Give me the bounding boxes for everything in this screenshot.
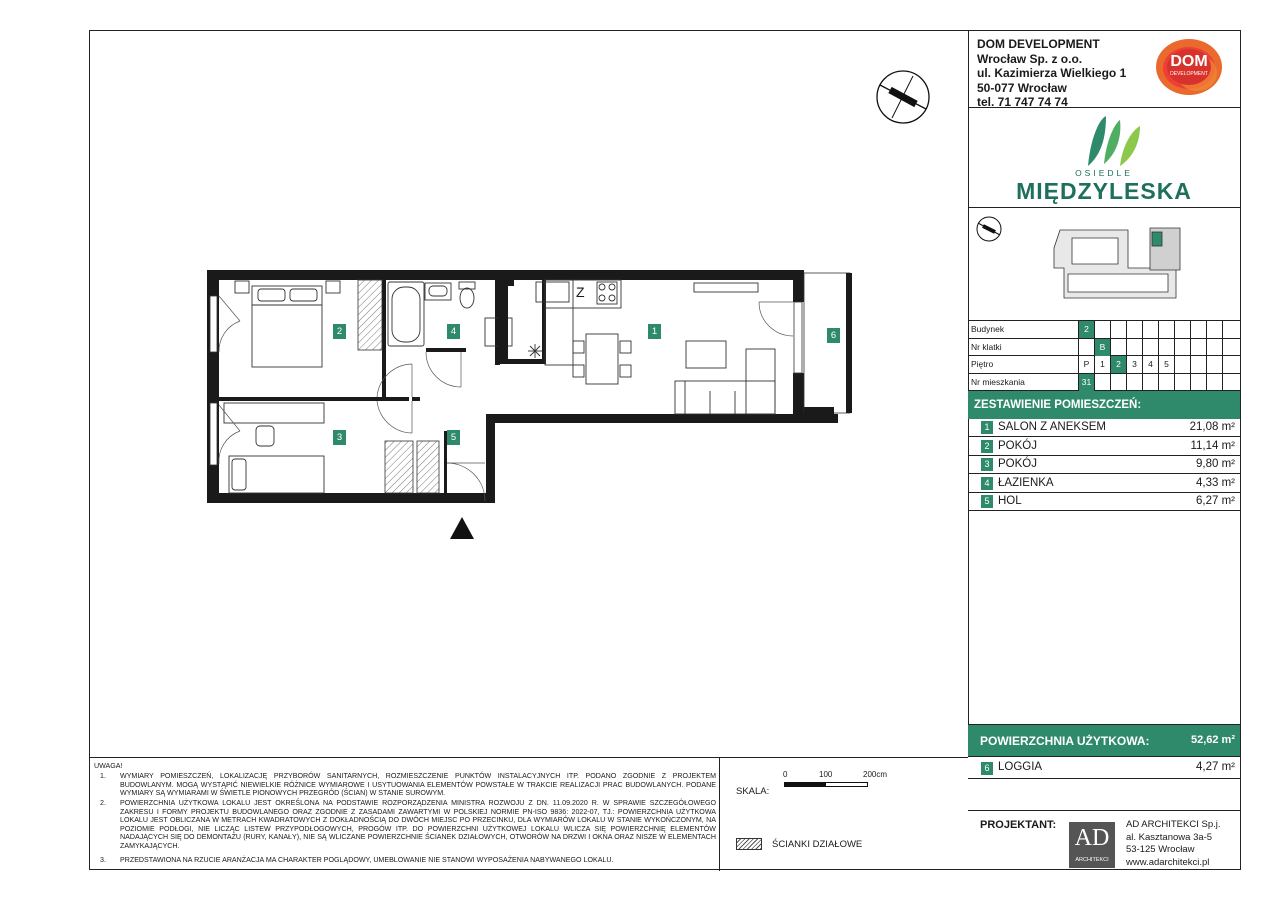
partition-hatch-swatch [736, 838, 762, 850]
unit-info-cell [1206, 321, 1222, 338]
single-bed-icon [224, 403, 324, 493]
ad-architekci-logo [1069, 822, 1115, 868]
dom-logo-text: DOM [1170, 53, 1208, 70]
unit-info-cell [1094, 374, 1110, 391]
washbasin-icon [425, 283, 451, 300]
unit-info-cell [1222, 339, 1238, 356]
sheet [89, 30, 1241, 870]
loggia-area: 4,27 m² [1196, 761, 1235, 773]
room-number: 4 [981, 477, 993, 490]
notes-title: UWAGA! [94, 762, 123, 770]
unit-info-label: Nr mieszkania [971, 376, 1025, 387]
loggia-num: 6 [981, 762, 993, 775]
bathtub-icon [388, 282, 424, 346]
usable-area [968, 725, 1240, 757]
loggia-row [968, 757, 1240, 779]
unit-info-cell: P [1078, 356, 1094, 373]
designer-name: AD ARCHITEKCI Sp.j. [1126, 819, 1221, 830]
plan-room-label-4: 4 [447, 324, 460, 339]
unit-info-cell: 3 [1126, 356, 1142, 373]
unit-info-grid [968, 321, 1240, 391]
unit-info-cell [1190, 339, 1206, 356]
unit-info-cell [1222, 321, 1238, 338]
designer-block [968, 811, 1240, 871]
unit-info-cell [1142, 374, 1158, 391]
unit-info-cell [1094, 321, 1110, 338]
partition-walls [358, 280, 439, 493]
unit-info-cell [1142, 339, 1158, 356]
unit-info-cell: 4 [1142, 356, 1158, 373]
company-name: DOM DEVELOPMENT [977, 37, 1100, 51]
unit-info-cell: 1 [1094, 356, 1110, 373]
interior-walls [219, 280, 546, 493]
unit-info-cell [1174, 321, 1190, 338]
room-name: HOL [998, 495, 1022, 507]
toilet-icon [459, 282, 475, 308]
plan-room-label-6: 6 [827, 328, 840, 343]
designer-street: al. Kasztanowa 3a-5 [1126, 831, 1213, 843]
scale-tick-100: 100 [819, 770, 833, 779]
unit-info-cell: 2 [1078, 321, 1094, 338]
unit-info-cell [1222, 374, 1238, 391]
tv-cabinet-icon [694, 283, 758, 292]
room-number: 3 [981, 458, 993, 471]
room-area: 4,33 m² [1196, 476, 1235, 489]
unit-info-cell [1174, 356, 1190, 373]
unit-info-cell [1126, 374, 1142, 391]
ad-logo-text: AD [1074, 825, 1110, 851]
estate-small-text: OSIEDLE [1075, 168, 1133, 178]
company-phone: tel. 71 747 74 74 [977, 95, 1068, 109]
unit-info-cell [1190, 321, 1206, 338]
unit-info-cell: 2 [1110, 356, 1126, 373]
unit-info-cell: B [1094, 339, 1110, 356]
unit-info-cell [1206, 356, 1222, 373]
room-name: POKÓJ [998, 458, 1037, 470]
usable-area-label: POWIERZCHNIA UŻYTKOWA: [980, 734, 1150, 748]
company-street: ul. Kazimierza Wielkiego 1 [977, 66, 1127, 80]
loggia [804, 273, 852, 415]
scale-label: SKALA: [736, 786, 770, 797]
plan-room-label-5: 5 [447, 430, 460, 445]
notes-block: UWAGA! 1. WYMIARY POMIESZCZEŃ, LOKALIZACJĘ PRZYBORÓW SANITARNYCH, ROZMIESZCZENIE PUNKTÓW INSTALACYJNYCH ITP. PODANO ZGODNIE Z PROJEKTEM BUDOWLANYM. MOGĄ WYSTĄPIĆ NIEWIELKIE RÓŻNICE WYMIAROWE I USYTUOWANIA ELEMENTÓW POWSTAŁE W TRAKCIE REALIZACJI PRAC BUDOWLANYCH. PODANE WYMIARY SĄ WYMIARAMI W ŚWIETLE PIONOWYCH PRZEGRÓD (ŚCIAN) W STANIE SUROWYM. 2. POWIERZCHNIA UŻYTKOWA LOKALU JEST OKREŚLONA NA PODSTAWIE ROZPORZĄDZENIA MINISTRA ROZWOJU Z DN. 11.09.2020 R. W SPRAWIE SZCZEGÓŁOWEGO ZAKRESU I FORMY PROJEKTU BUDOWLANEGO ORAZ ZGODNIE Z ZASADAMI ZAWARTYMI W POLSKIEJ NORMIE PN-ISO 9836: 2022-07, TJ.: POWIERZCHNIA UŻYTKOWA LOKALU JEST OBLICZANA W METRACH KWADRATOWYCH Z DOKŁADNOŚCIĄ DO DWÓCH MIEJSC PO PRZECINKU, DLA WYMIARÓW LOKALU W STANIE WYKOŃCZONYM, NA POZIOMIE PODŁOGI, NIE LICZĄC LISTEW PRZYPODŁOGOWYCH, PROGÓW ITP. DO POWIERZCHNI UŻYTKOWEJ LOKALU WLICZA SIĘ POWIERZCHNIĘ ELEMENTÓW NADAJĄCYCH SIĘ DO DEMONTAŻU (RURY, KANAŁY), NIE SĄ WLICZANE POWIERZCHNIE ŚCIANEK DZIAŁOWYCH, OTWORÓW NA DRZWI I OKNA ORAZ NISZE W ELEMENTACH ZAMYKAJĄCYCH. 3. PRZEDSTAWIONA NA RZUCIE ARANŻACJA MA CHARAKTER POGLĄDOWY, UMEBLOWANIE NIE STANOWI WYPOSAŻENIA NABYWANEGO LOKALU. [90, 757, 720, 871]
designer-label: PROJEKTANT: [980, 819, 1057, 831]
double-bed-icon [235, 281, 340, 367]
room-number: 5 [981, 495, 993, 508]
kitchen-fridge-marker: Z [576, 284, 585, 300]
unit-info-cell [1190, 374, 1206, 391]
unit-info-cell [1126, 339, 1142, 356]
designer-city: 53-125 Wrocław [1126, 844, 1195, 855]
unit-info-cell [1110, 339, 1126, 356]
unit-info-label: Nr klatki [971, 341, 1002, 352]
partition-legend-label: ŚCIANKI DZIAŁOWE [772, 839, 863, 850]
room-number: 2 [981, 440, 993, 453]
room-area: 21,08 m² [1189, 421, 1235, 433]
entrance-arrow-icon [450, 517, 474, 539]
unit-info-cell [1206, 374, 1222, 391]
balcony-window [794, 302, 802, 373]
designer-web[interactable]: www.adarchitekci.pl [1126, 856, 1210, 868]
unit-info-cell [1174, 374, 1190, 391]
scale-tick-200: 200cm [863, 770, 888, 779]
right-panel [968, 31, 1240, 871]
room-row [968, 475, 1240, 493]
unit-info-cell [1158, 339, 1174, 356]
floor-plan-area [90, 31, 969, 757]
unit-info-cell: 5 [1158, 356, 1174, 373]
unit-info-cell: 31 [1078, 374, 1094, 391]
loggia-name: LOGGIA [998, 761, 1043, 773]
room-row [968, 456, 1240, 474]
key-plan [968, 208, 1240, 321]
room-row [968, 419, 1240, 437]
room-row [968, 438, 1240, 456]
ventilation-icon [528, 344, 542, 358]
room-list-title: ZESTAWIENIE POMIESZCZEŃ: [968, 391, 1240, 419]
unit-info-label: Piętro [971, 359, 994, 369]
unit-info-cell [1206, 339, 1222, 356]
company-block [968, 31, 1240, 108]
unit-info-cell [1222, 356, 1238, 373]
unit-info-cell [1110, 374, 1126, 391]
plan-room-label-3: 3 [333, 430, 346, 445]
dom-logo-subtext: DEVELOPMENT [1170, 71, 1208, 77]
room-name: SALON Z ANEKSEM [998, 421, 1107, 433]
unit-info-cell [1174, 339, 1190, 356]
unit-info-label: Budynek [971, 324, 1005, 334]
company-city: 50-077 Wrocław [977, 80, 1067, 95]
unit-info-row [968, 339, 1240, 357]
unit-info-row [968, 321, 1240, 339]
room-name: ŁAZIENKA [998, 476, 1054, 489]
estate-branding [968, 108, 1240, 208]
estate-logo-icon [1084, 112, 1144, 170]
dining-table-icon [573, 334, 631, 384]
unit-info-cell [1078, 339, 1094, 356]
room-area: 9,80 m² [1196, 458, 1235, 470]
north-arrow-small-icon [977, 217, 1001, 241]
unit-info-row [968, 374, 1240, 392]
room-row [968, 493, 1240, 511]
unit-info-cell [1158, 321, 1174, 338]
ad-logo-subtext: ARCHITEKCI [1075, 857, 1109, 863]
scale-legend [720, 757, 968, 871]
usable-area-value: 52,62 m² [1190, 734, 1235, 746]
room-area: 6,27 m² [1196, 495, 1235, 507]
spacer [968, 779, 1240, 811]
company-entity: Wrocław Sp. z o.o. [977, 51, 1083, 66]
plan-room-label-1: 1 [648, 324, 661, 339]
room-list [968, 391, 1240, 725]
estate-name: MIĘDZYLESKA [1016, 178, 1192, 204]
room-number: 1 [981, 421, 993, 434]
room-name: POKÓJ [998, 439, 1037, 452]
unit-info-cell [1142, 321, 1158, 338]
plan-room-label-2: 2 [333, 324, 346, 339]
unit-info-cell [1158, 374, 1174, 391]
scale-tick-0: 0 [783, 770, 788, 779]
sofa-icon [675, 349, 775, 414]
room-area: 11,14 m² [1190, 439, 1235, 452]
unit-info-cell [1126, 321, 1142, 338]
unit-info-cell [1110, 321, 1126, 338]
unit-info-row [968, 356, 1240, 374]
floor-plan [90, 31, 968, 757]
dom-development-logo [1153, 37, 1225, 97]
north-arrow-icon [877, 71, 929, 123]
unit-info-cell [1190, 356, 1206, 373]
building-key-plan [1054, 228, 1180, 298]
coffee-table-icon [686, 341, 726, 368]
scale-bar [784, 782, 868, 787]
